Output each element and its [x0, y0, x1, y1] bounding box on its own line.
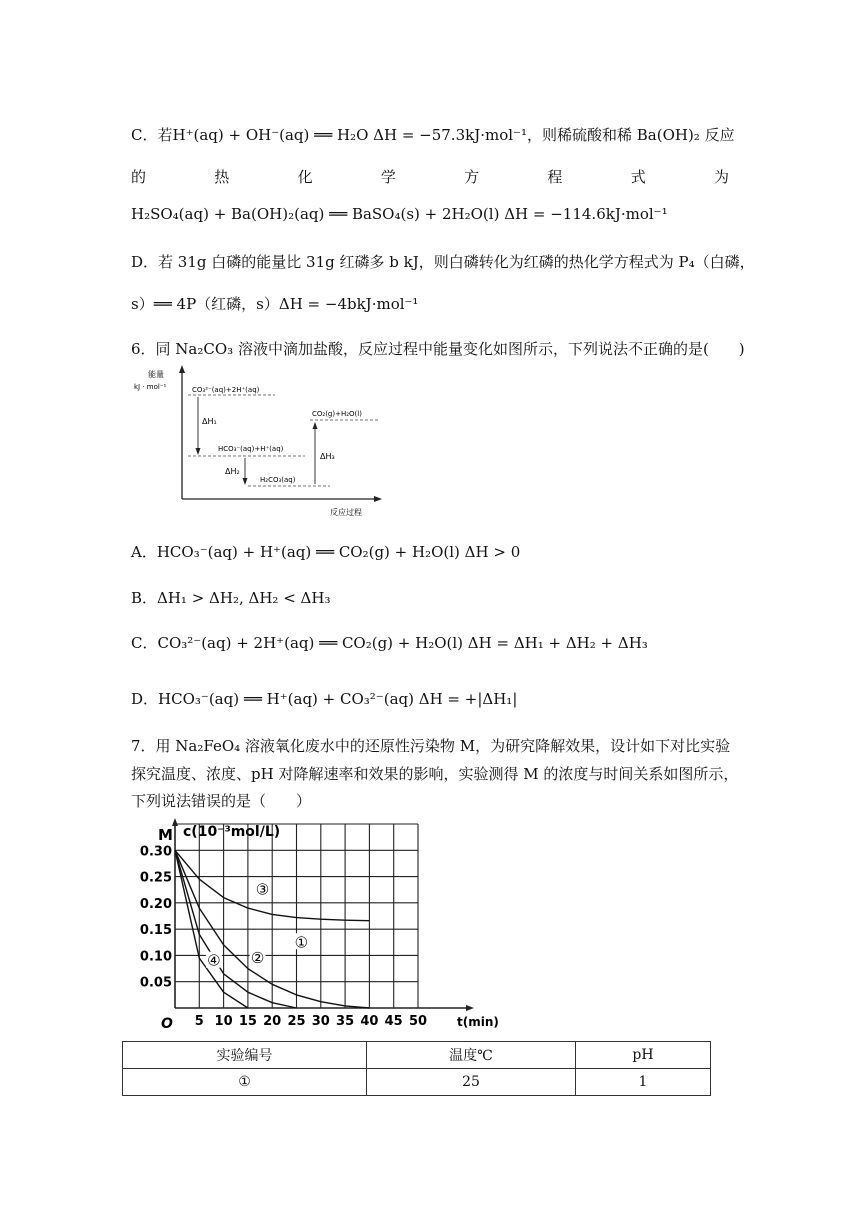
- spread-char: 的: [131, 168, 147, 186]
- q7-stem-2: 探究温度、浓度、pH 对降解速率和效果的影响，实验测得 M 的浓度与时间关系如图所示，: [131, 765, 739, 783]
- dh3-label: ΔH₃: [320, 452, 335, 461]
- table-header: 实验编号: [123, 1042, 367, 1069]
- q6-option-b: B．ΔH₁ > ΔH₂, ΔH₂ < ΔH₃: [131, 589, 331, 607]
- q6-option-c: C．CO₃²⁻(aq) + 2H⁺(aq) ══ CO₂(g) + H₂O(l) ΔH = ΔH₁ + ΔH₂ + ΔH₃: [131, 634, 648, 652]
- experiment-table: [122, 1041, 711, 1096]
- option-d-line1: D．若 31g 白磷的能量比 31g 红磷多 b kJ，则白磷转化为红磷的热化学方程式为 P₄（白磷，: [131, 253, 755, 271]
- process-axis-arrow: [374, 496, 382, 502]
- x-tick-label: 25: [287, 1014, 306, 1029]
- spread-char: 式: [630, 168, 646, 186]
- x-tick-label: 30: [311, 1014, 330, 1029]
- diagram-ylabel-1: 能量: [148, 370, 164, 379]
- series-label: ②: [250, 949, 265, 968]
- spread-char: 为: [713, 168, 729, 186]
- diagram-xlabel: 反应过程: [330, 508, 362, 517]
- level-right-label: CO₂(g)+H₂O(l): [312, 410, 362, 418]
- energy-diagram: [130, 362, 400, 522]
- concentration-time-chart: [125, 812, 499, 1037]
- table-cell: 1: [576, 1069, 711, 1096]
- q6-stem: 6．同 Na₂CO₃ 溶液中滴加盐酸，反应过程中能量变化如图所示，下列说法不正确的是( ): [131, 340, 745, 358]
- x-tick-label: 10: [214, 1014, 233, 1029]
- x-tick-label: 45: [384, 1014, 403, 1029]
- diagram-ylabel-2: kJ · mol⁻¹: [134, 383, 167, 391]
- dh1-label: ΔH₁: [202, 417, 217, 426]
- table-cell: ①: [123, 1069, 367, 1096]
- energy-axis-arrow: [179, 365, 185, 373]
- x-tick-label: 20: [263, 1014, 282, 1029]
- spread-char: 学: [380, 168, 396, 186]
- table-row: [123, 1069, 711, 1096]
- spread-char: 方: [464, 168, 480, 186]
- level-mid-label: HCO₃⁻(aq)+H⁺(aq): [218, 445, 284, 453]
- y-tick-label: 0.25: [139, 870, 172, 886]
- q7-stem-3: 下列说法错误的是（ ）: [131, 792, 312, 810]
- level-top-label: CO₃²⁻(aq)+2H⁺(aq): [192, 386, 260, 394]
- option-c-spread-line: [131, 166, 729, 187]
- series-label: ①: [294, 933, 309, 952]
- x-tick-label: 50: [408, 1014, 428, 1029]
- series-label: ③: [255, 880, 270, 899]
- x-tick-label: 40: [360, 1014, 379, 1029]
- x-tick-label: 5: [194, 1014, 204, 1029]
- chart-title: M: [158, 826, 173, 844]
- table-header: pH: [576, 1042, 711, 1069]
- spread-char: 热: [214, 168, 230, 186]
- chart-origin: O: [161, 1016, 173, 1032]
- series-label: ④: [207, 951, 221, 970]
- q7-stem-1: 7．用 Na₂FeO₄ 溶液氧化废水中的还原性污染物 M，为研究降解效果，设计如下对比实验: [131, 737, 731, 755]
- y-tick-label: 0.20: [139, 896, 172, 912]
- spread-char: 化: [297, 168, 313, 186]
- option-d-line2: s）══ 4P（红磷，s）ΔH = −4bkJ·mol⁻¹: [131, 295, 419, 313]
- table-cell: 25: [367, 1069, 576, 1096]
- y-tick-label: 0.10: [139, 949, 172, 965]
- level-low-label: H₂CO₃(aq): [260, 476, 296, 484]
- option-c-equation: H₂SO₄(aq) + Ba(OH)₂(aq) ══ BaSO₄(s) + 2H₂O(l) ΔH = −114.6kJ·mol⁻¹: [131, 205, 668, 223]
- table-header-row: [123, 1042, 711, 1069]
- y-tick-label: 0.15: [139, 923, 172, 939]
- dh2-label: ΔH₂: [225, 467, 240, 476]
- spread-char: 程: [547, 168, 563, 186]
- q6-option-a: A．HCO₃⁻(aq) + H⁺(aq) ══ CO₂(g) + H₂O(l) ΔH > 0: [131, 543, 521, 561]
- option-c-line1: C．若H⁺(aq) + OH⁻(aq) ══ H₂O ΔH = −57.3kJ·mol⁻¹，则稀硫酸和稀 Ba(OH)₂ 反应: [131, 126, 735, 144]
- x-tick-label: 35: [336, 1014, 355, 1029]
- x-tick-label: 15: [238, 1014, 257, 1029]
- q6-option-d: D．HCO₃⁻(aq) ══ H⁺(aq) + CO₃²⁻(aq) ΔH = +|ΔH₁|: [131, 690, 518, 708]
- chart-ylabel: c(10⁻³mol/L): [183, 824, 281, 840]
- y-tick-label: 0.30: [139, 844, 172, 860]
- table-header: 温度℃: [367, 1042, 576, 1069]
- y-tick-label: 0.05: [139, 975, 172, 991]
- x-axis-arrow: [466, 1005, 474, 1011]
- chart-xlabel: t(min): [457, 1015, 499, 1029]
